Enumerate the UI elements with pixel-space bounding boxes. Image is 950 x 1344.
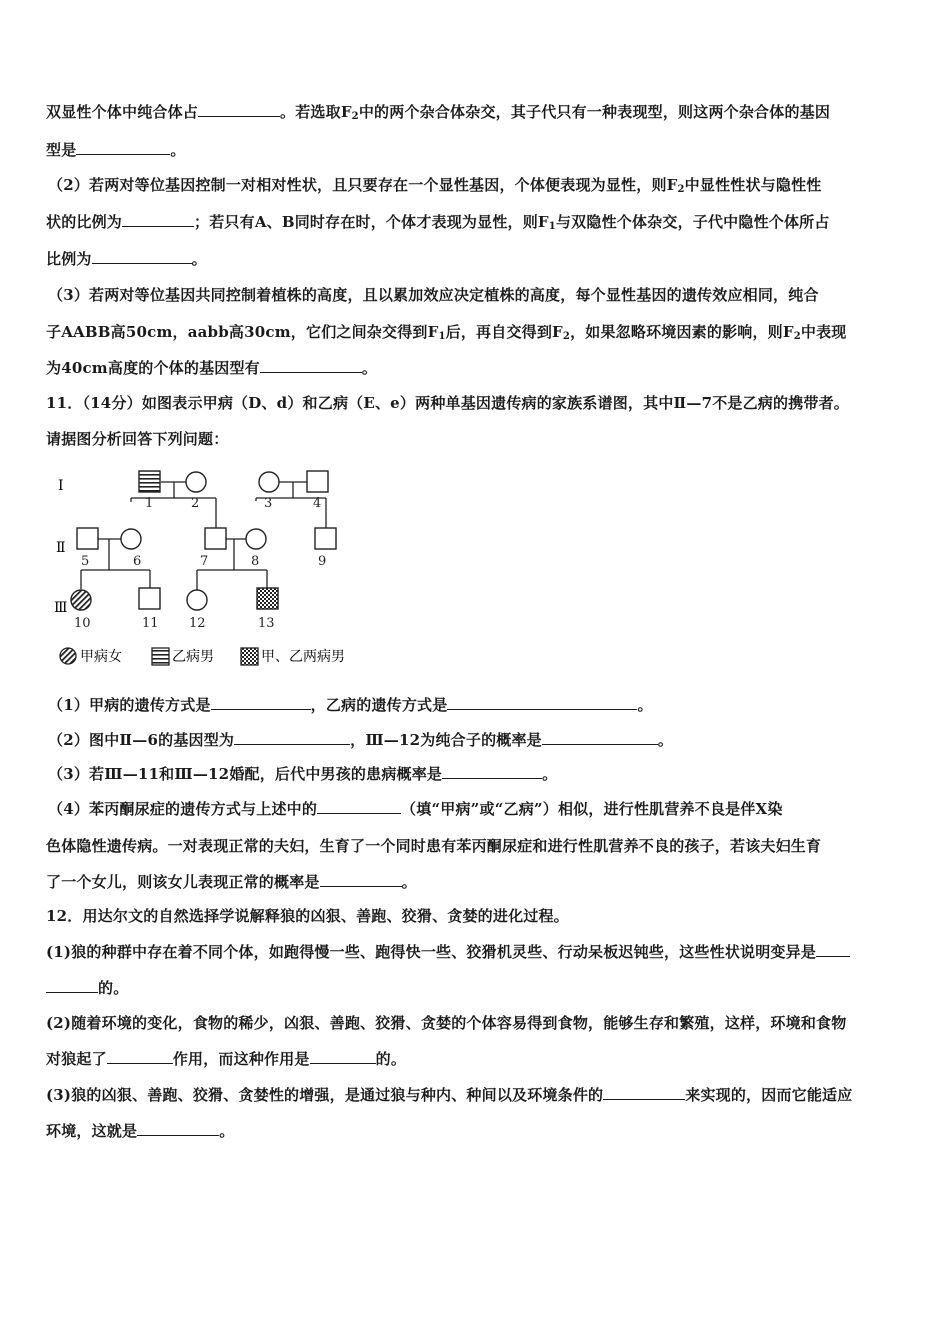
q11-sub4-line-3 bbox=[46, 872, 908, 892]
text: 。 bbox=[191, 250, 207, 268]
text: 中显性性状与隐性性 bbox=[684, 176, 822, 194]
blank bbox=[542, 730, 658, 745]
individual-III-10 bbox=[71, 590, 91, 610]
blank bbox=[310, 1049, 376, 1064]
individual-II-7 bbox=[205, 528, 226, 549]
blank bbox=[320, 872, 402, 887]
q11-intro-line-2 bbox=[46, 429, 908, 449]
text: 环境，这就是 bbox=[46, 1122, 138, 1140]
text: 状的比例为 bbox=[46, 213, 123, 231]
gen-label-I: Ⅰ bbox=[58, 478, 64, 494]
q11-sub1 bbox=[48, 695, 910, 715]
text: （3）若Ⅲ—11和Ⅲ—12婚配，后代中男孩的患病概率是 bbox=[48, 765, 443, 783]
individual-I-3 bbox=[259, 472, 279, 492]
individual-I-4 bbox=[307, 471, 328, 492]
blank bbox=[447, 695, 637, 710]
individual-II-5 bbox=[77, 528, 98, 549]
label-11: 11 bbox=[142, 616, 159, 631]
text: 来实现的，因而它能适应 bbox=[685, 1086, 853, 1104]
q11-sub2 bbox=[48, 730, 910, 750]
text: 中表现 bbox=[800, 323, 847, 341]
text: 请据图分析回答下列问题： bbox=[46, 430, 229, 448]
label-13: 13 bbox=[258, 616, 275, 631]
blank bbox=[816, 942, 850, 957]
q12-part1-line-1 bbox=[46, 942, 908, 962]
legend-symbol-jia-female bbox=[60, 648, 76, 664]
blank bbox=[107, 1049, 173, 1064]
text: 11．（14分）如图表示甲病（D、d）和乙病（E、e）两种单基因遗传病的家族系谱图，其中Ⅱ—7不是乙病的携带者。 bbox=[46, 394, 850, 412]
text: 型是 bbox=[46, 141, 77, 159]
legend-yi-male: 乙病男 bbox=[172, 649, 214, 665]
text: 。 bbox=[219, 1122, 235, 1140]
text: 。 bbox=[542, 765, 558, 783]
text: 色体隐性遗传病。一对表现正常的夫妇，生育了一个同时患有苯丙酮尿症和进行性肌营养不良的孩子，若该夫妇生育 bbox=[46, 837, 822, 855]
subscript: 2 bbox=[677, 184, 685, 195]
label-1: 1 bbox=[145, 496, 154, 511]
text: 与双隐性个体杂交，子代中隐性个体所占 bbox=[555, 213, 830, 231]
text: (3)狼的凶狠、善跑、狡猾、贪婪性的增强，是通过狼与种内、种间以及环境条件的 bbox=[46, 1086, 604, 1104]
blank bbox=[442, 764, 542, 779]
text: 比例为 bbox=[46, 250, 92, 268]
label-6: 6 bbox=[133, 554, 142, 569]
q10-part3-line-2 bbox=[46, 322, 908, 342]
text: （2）图中Ⅱ—6的基因型为 bbox=[48, 731, 235, 749]
text: (1)狼的种群中存在着不同个体，如跑得慢一些、跑得快一些、狡猾机灵些、行动呆板迟钝些，这些性状说明变异是 bbox=[46, 943, 817, 961]
label-2: 2 bbox=[191, 496, 200, 511]
blank bbox=[46, 978, 98, 993]
text: 。 bbox=[637, 696, 653, 714]
q11-intro-line-1 bbox=[46, 393, 908, 413]
blank bbox=[137, 1121, 219, 1136]
individual-II-9 bbox=[315, 528, 336, 549]
label-12: 12 bbox=[189, 616, 206, 631]
subscript: 1 bbox=[438, 331, 446, 342]
text: 的。 bbox=[98, 979, 129, 997]
text: 对狼起了 bbox=[46, 1050, 107, 1068]
blank bbox=[234, 730, 350, 745]
q12-part3-line-2 bbox=[46, 1121, 908, 1141]
subscript: 2 bbox=[351, 111, 359, 122]
q10-line-1 bbox=[46, 102, 908, 122]
q12-part2-line-1 bbox=[46, 1013, 908, 1033]
q11-sub4-line-2 bbox=[46, 836, 908, 856]
q11-sub4-line-1 bbox=[48, 799, 910, 819]
label-4: 4 bbox=[313, 496, 322, 511]
legend-jia-female: 甲病女 bbox=[80, 649, 122, 665]
q10-part2-line-1 bbox=[48, 175, 910, 195]
label-8: 8 bbox=[251, 554, 260, 569]
q12-part1-line-2 bbox=[46, 978, 908, 998]
blank bbox=[211, 695, 311, 710]
label-10: 10 bbox=[74, 616, 91, 631]
individual-III-11 bbox=[139, 588, 160, 609]
q10-part3-line-1 bbox=[48, 285, 910, 305]
blank bbox=[122, 212, 194, 227]
text: 为40cm高度的个体的基因型有 bbox=[46, 359, 260, 377]
q12-intro bbox=[46, 906, 908, 926]
individual-II-6 bbox=[121, 529, 141, 549]
text: ，乙病的遗传方式是 bbox=[310, 696, 448, 714]
text: 子AABB高50cm，aabb高30cm，它们之间杂交得到F bbox=[46, 323, 439, 341]
blank bbox=[603, 1085, 685, 1100]
legend-symbol-yi-male bbox=[152, 648, 169, 665]
text: 后，再自交得到F bbox=[445, 323, 563, 341]
text: ；若只有A、B同时存在时，个体才表现为显性，则F bbox=[194, 213, 549, 231]
pedigree-lines bbox=[81, 482, 326, 590]
individual-I-2 bbox=[186, 472, 206, 492]
text: （1）甲病的遗传方式是 bbox=[48, 696, 211, 714]
text: 。 bbox=[401, 873, 417, 891]
blank bbox=[198, 102, 280, 117]
blank bbox=[76, 140, 170, 155]
text: 双显性个体中纯合体占 bbox=[46, 103, 199, 121]
label-3: 3 bbox=[264, 496, 273, 511]
q12-part2-line-2 bbox=[46, 1049, 908, 1069]
legend-both-male: 甲、乙两病男 bbox=[261, 649, 345, 665]
text: （填“甲病”或“乙病”）相似，进行性肌营养不良是伴X染 bbox=[401, 800, 783, 818]
text: (2)随着环境的变化，食物的稀少，凶狠、善跑、狡猾、贪婪的个体容易得到食物，能够生存和繁殖，这样，环境和食物 bbox=[46, 1014, 847, 1032]
label-5: 5 bbox=[81, 554, 90, 569]
q10-part2-line-3 bbox=[46, 249, 908, 269]
blank bbox=[260, 358, 362, 373]
legend-symbol-both-male bbox=[241, 648, 258, 665]
q10-line-2 bbox=[46, 140, 908, 160]
text: 。若选取F bbox=[280, 103, 352, 121]
subscript: 2 bbox=[562, 331, 571, 342]
text: ，如果忽略环境因素的影响，则F bbox=[570, 323, 794, 341]
pedigree-diagram bbox=[50, 462, 370, 672]
text: 。 bbox=[657, 731, 674, 749]
gen-label-III: Ⅲ bbox=[54, 600, 68, 616]
text: （4）苯丙酮尿症的遗传方式与上述中的 bbox=[48, 800, 318, 818]
text: 12．用达尔文的自然选择学说解释狼的凶狠、善跑、狡猾、贪婪的进化过程。 bbox=[46, 907, 569, 925]
label-9: 9 bbox=[318, 554, 327, 569]
gen-label-II: Ⅱ bbox=[56, 540, 66, 556]
text: 。 bbox=[361, 359, 378, 377]
individual-III-13 bbox=[257, 588, 278, 609]
blank bbox=[92, 249, 192, 264]
label-7: 7 bbox=[200, 554, 209, 569]
subscript: 1 bbox=[548, 221, 556, 232]
text: 。 bbox=[170, 141, 186, 159]
q10-part2-line-2 bbox=[46, 212, 908, 232]
individual-I-1 bbox=[139, 471, 160, 492]
q12-part3-line-1 bbox=[46, 1085, 908, 1105]
text: 中的两个杂合体杂交，其子代只有一种表现型，则这两个杂合体的基因 bbox=[358, 103, 831, 121]
q11-sub3 bbox=[48, 764, 910, 784]
q10-part3-line-3 bbox=[46, 358, 908, 378]
text: （2）若两对等位基因控制一对相对性状，且只要存在一个显性基因，个体便表现为显性，则F bbox=[48, 176, 678, 194]
individual-III-12 bbox=[187, 590, 207, 610]
text: ，Ⅲ—12为纯合子的概率是 bbox=[350, 731, 542, 749]
blank bbox=[317, 799, 401, 814]
individual-II-8 bbox=[246, 529, 266, 549]
text: （3）若两对等位基因共同控制着植株的高度，且以累加效应决定植株的高度，每个显性基因的遗传效应相同，纯合 bbox=[48, 286, 819, 304]
text: 了一个女儿，则该女儿表现正常的概率是 bbox=[46, 873, 320, 891]
text: 作用，而这种作用是 bbox=[172, 1050, 310, 1068]
text: 的。 bbox=[375, 1050, 407, 1068]
subscript: 2 bbox=[793, 331, 801, 342]
